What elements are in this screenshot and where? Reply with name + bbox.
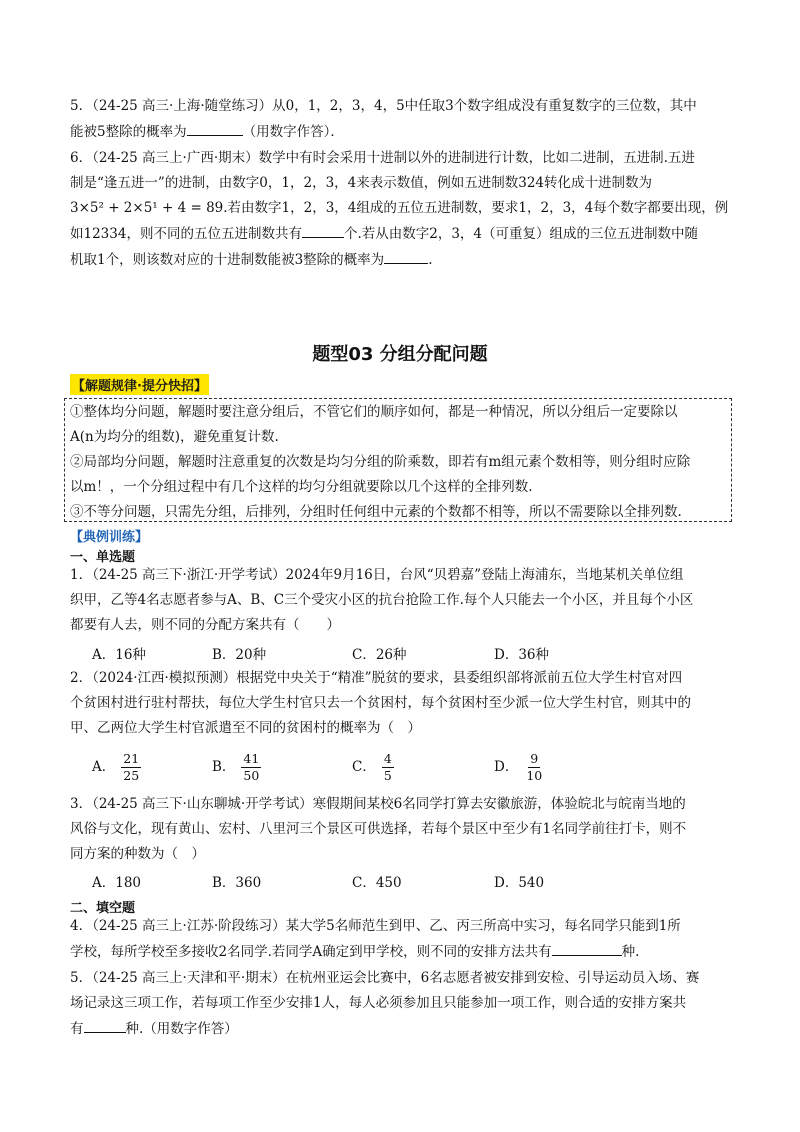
question-text-line: 都要有人去，则不同的分配方案共有（ ） [70,617,340,633]
question-text-line: 6．（24-25 高三上·广西·期末）数学中有时会采用十进制以外的进制进行计数，比如二进制，五进制.五进 [70,150,695,166]
question-text-line: 甲、乙两位大学生村官派遣至不同的贫困村的概率为（ ） [70,720,421,736]
tip-line: ③不等分问题，只需先分组，后排列，分组时任何组中元素的个数都不相等，所以不需要除以全排列数. [70,504,682,520]
option-a[interactable]: A．16种 [92,647,146,663]
question-text-line: 学校，每所学校至多接收2名同学.若同学A确定到甲学校，则不同的安排方法共有 种. [70,939,738,965]
fill-question-4 [70,914,738,965]
fraction: $\frac{21}{25}$ [123,751,140,783]
fraction: $\frac{9}{10}$ [526,751,543,783]
option-c[interactable]: C．26种 [352,647,407,663]
mc-question-3-options [92,871,732,896]
question-text-line: 机取1个，则该数对应的十进制数能被3整除的概率为 . [70,247,738,273]
question-text-line: 3×5² + 2×5¹ + 4 = 89.若由数字1，2，3，4组成的五位五进制数，要求1，2，3，4每个数字都要出现，例 [70,200,729,216]
option-c[interactable]: C．450 [352,875,402,891]
question-text-line: 2．（2024·江西·模拟预测）根据党中央关于“精准”脱贫的要求，县委组织部将派前五位大学生村官对四 [70,670,683,686]
tip-line: ①整体均分问题，解题时要注意分组后，不管它们的顺序如何，都是一种情况，所以分组后一定要除以 [70,404,678,420]
mc-question-1-options [92,643,732,668]
fraction: $\frac{4}{5}$ [383,751,392,783]
example-label: 【典例训练】 [70,530,149,545]
mc-question-1 [70,563,738,638]
fill-question-5 [70,966,738,1042]
mc-question-2-options [92,752,732,788]
question-text-line: 1．（24-25 高三下·浙江·开学考试）2024年9月16日，台风“贝碧嘉”登陆上海浦东，当地某机关单位组 [70,567,684,583]
question-text-line: 3．（24-25 高三下·山东聊城·开学考试）寒假期间某校6名同学打算去安徽旅游，体验皖北与皖南当地的 [70,796,686,812]
mc-question-2 [70,666,738,741]
question-text-line: 风俗与文化，现有黄山、宏村、八里河三个景区可供选择，若每个景区中至少有1名同学前往打卡，则不 [70,821,687,837]
question-text-line: 如12334，则不同的五位五进制数共有 个.若从由数字2，3，4（可重复）组成的三位五进制数中随 [70,221,738,247]
section-title: 题型03 分组分配问题 [312,344,488,365]
question-text-line: 个贫困村进行驻村帮扶，每位大学生村官只去一个贫困村，每个贫困村至少派一位大学生村官，则其中的 [70,695,691,711]
option-b[interactable]: B． $\frac{41}{50}$ [212,751,260,783]
tip-line: ②局部均分问题，解题时注意重复的次数是均匀分组的阶乘数，即若有m组元素个数相等，则分组时应除 [70,454,691,470]
option-d[interactable]: D．540 [494,875,545,891]
fraction: $\frac{41}{50}$ [243,751,260,783]
question-6-top [70,146,738,273]
tip-line: 以m！，一个分组过程中有几个这样的均匀分组就要除以几个这样的全排列数. [70,479,533,495]
question-text-line: 同方案的种数为（ ） [70,846,205,862]
option-d[interactable]: D． $\frac{9}{10}$ [494,751,543,783]
option-b[interactable]: B．360 [212,875,262,891]
tips-label: 【解题规律·提分快招】 [70,374,209,395]
option-b[interactable]: B．20种 [212,647,267,663]
question-5-top [70,94,738,145]
question-text-line: 4．（24-25 高三上·江苏·阶段练习）某大学5名师范生到甲、乙、丙三所高中实习，每名同学只能到1所 [70,918,681,934]
question-text-line: 能被5整除的概率为 （用数字作答）． [70,119,738,145]
tips-text [70,400,734,525]
question-text-line: 织甲，乙等4名志愿者参与A、B、C三个受灾小区的抗台抢险工作.每个人只能去一个小区，并且每个小区 [70,592,694,608]
option-a[interactable]: A． $\frac{21}{25}$ [92,751,140,783]
option-d[interactable]: D．36种 [494,647,550,663]
option-a[interactable]: A．180 [92,875,142,891]
answer-blank[interactable] [384,247,428,264]
answer-blank[interactable] [302,221,344,238]
tip-line: A(n为均分的组数)，避免重复计数. [70,429,279,445]
option-c[interactable]: C． $\frac{4}{5}$ [352,751,392,783]
question-text-line: 制是“逢五进一”的进制，由数字0，1，2，3，4来表示数值，例如五进制数324转化成十进制数为 [70,175,653,191]
question-text-line: 5．（24-25 高三上·天津和平·期末）在杭州亚运会比赛中，6名志愿者被安排到安检、引导运动员入场、赛 [70,970,700,986]
answer-blank[interactable] [552,939,622,956]
question-text-line: 5．（24-25 高三·上海·随堂练习）从0，1，2，3，4，5中任取3个数字组成没有重复数字的三位数，其中 [70,98,697,114]
part1-title: 一、单选题 [70,550,136,565]
answer-blank[interactable] [84,1016,126,1033]
question-text-line: 有 种.（用数字作答） [70,1016,738,1042]
answer-blank[interactable] [187,119,243,136]
mc-question-3 [70,792,738,867]
question-text-line: 场记录这三项工作，若每项工作至少安排1人，每人必须参加且只能参加一项工作，则合适的安排方案共 [70,995,687,1011]
part2-title: 二、填空题 [70,901,136,916]
